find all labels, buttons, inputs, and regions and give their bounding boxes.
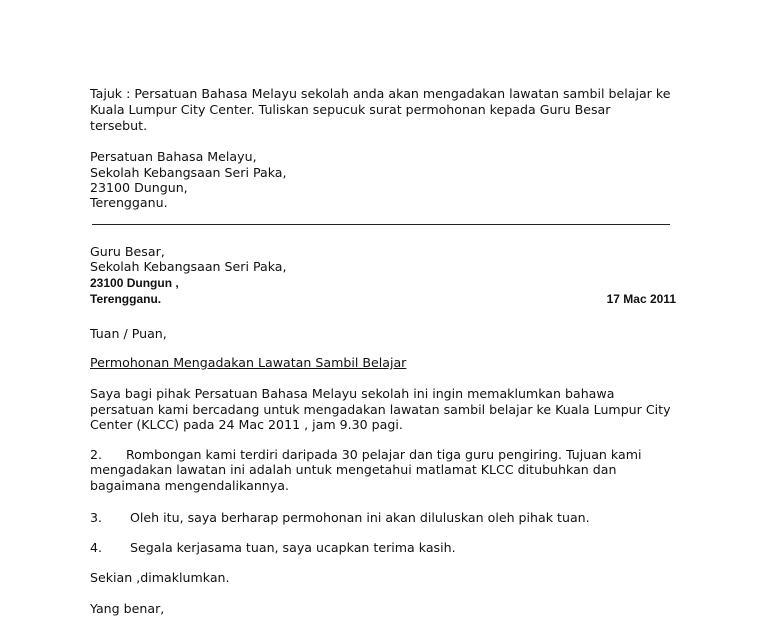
paragraph-3 (90, 510, 590, 526)
tajuk-line-2: Kuala Lumpur City Center. Tuliskan sepucuk surat permohonan kepada Guru Besar (90, 102, 611, 117)
recipient-line-4: Terengganu. (90, 292, 162, 306)
paragraph-4 (90, 540, 456, 556)
salutation: Tuan / Puan, (90, 326, 167, 341)
sender-line-1: Persatuan Bahasa Melayu, (90, 149, 257, 164)
paragraph-4-number: 4. (90, 540, 103, 555)
sender-line-2: Sekolah Kebangsaan Seri Paka, (90, 165, 287, 180)
letter-subject: Permohonan Mengadakan Lawatan Sambil Belajar (90, 355, 407, 370)
tajuk-line-1: Tajuk : Persatuan Bahasa Melayu sekolah anda akan mengadakan lawatan sambil belajar ke (90, 86, 671, 101)
closing-yang-benar: Yang benar, (90, 601, 165, 616)
sender-line-3: 23100 Dungun, (90, 180, 188, 195)
letter-date: 17 Mac 2011 (606, 292, 676, 306)
recipient-line-3: 23100 Dungun , (90, 276, 179, 290)
paragraph-2-number: 2. (90, 447, 103, 462)
sender-line-4: Terengganu. (90, 195, 168, 210)
paragraph-3-number: 3. (90, 510, 103, 525)
paragraph-4-text: Segala kerjasama tuan, saya ucapkan terima kasih. (130, 540, 456, 555)
paragraph-1-line-3: Center (KLCC) pada 24 Mac 2011 , jam 9.30 pagi. (90, 417, 403, 432)
paragraph-2-line-3: bagaimana mengendalikannya. (90, 478, 289, 493)
paragraph-1-line-1: Saya bagi pihak Persatuan Bahasa Melayu sekolah ini ingin memaklumkan bahawa (90, 386, 615, 401)
paragraph-1-line-2: persatuan kami bercadang untuk mengadakan lawatan sambil belajar ke Kuala Lumpur City (90, 402, 671, 417)
recipient-line-1: Guru Besar, (90, 244, 165, 259)
recipient-line-2: Sekolah Kebangsaan Seri Paka, (90, 259, 287, 274)
separator-rule (92, 224, 670, 225)
paragraph-2-line-2: mengadakan lawatan ini adalah untuk mengetahui matlamat KLCC ditubuhkan dan (90, 462, 617, 477)
paragraph-3-text: Oleh itu, saya berharap permohonan ini akan diluluskan oleh pihak tuan. (130, 510, 590, 525)
paragraph-2-text: Rombongan kami terdiri daripada 30 pelajar dan tiga guru pengiring. Tujuan kami (126, 447, 642, 462)
paragraph-2-line-1 (90, 447, 641, 463)
closing-sekian: Sekian ,dimaklumkan. (90, 570, 230, 585)
tajuk-line-3: tersebut. (90, 118, 148, 133)
